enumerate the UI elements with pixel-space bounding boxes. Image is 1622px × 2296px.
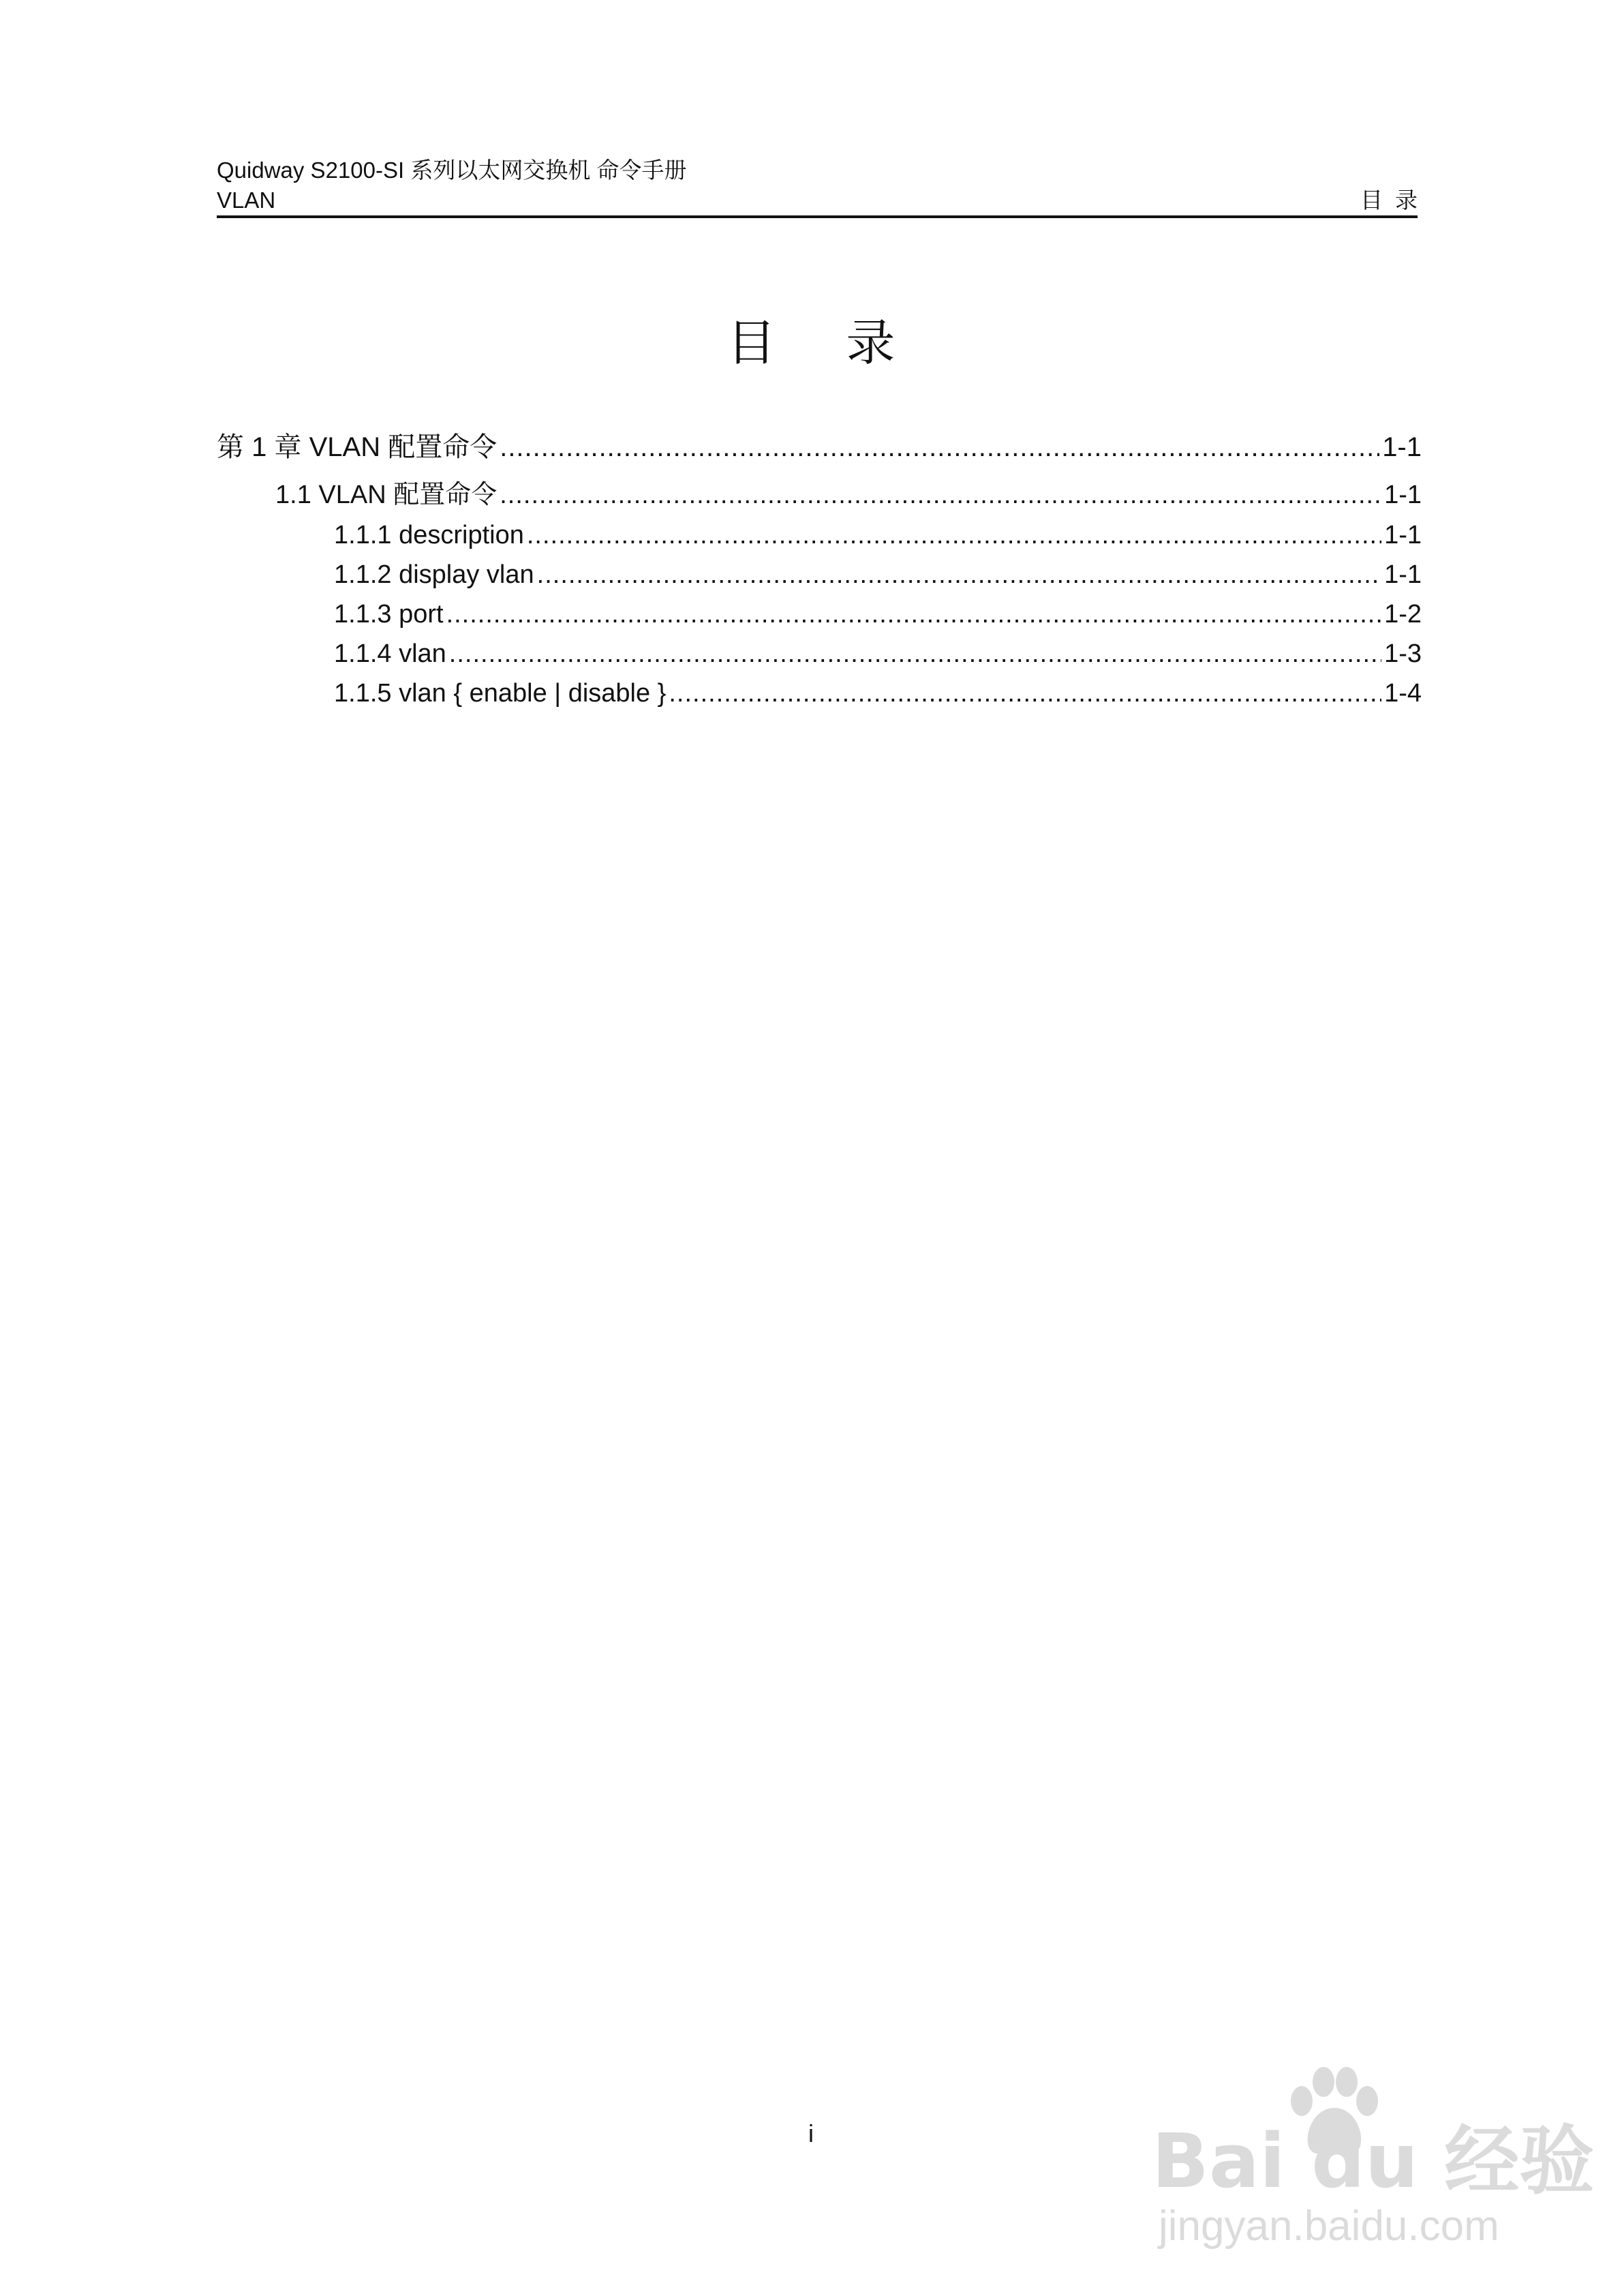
header-divider (217, 215, 1418, 218)
toc-entry-description[interactable] (217, 521, 1422, 560)
toc-dot-leader (446, 600, 1382, 629)
toc-entry-label: 1.1.1 description (334, 521, 524, 549)
header-section: 目录 (1360, 187, 1430, 213)
page-header (217, 155, 1430, 215)
header-module: VLAN (217, 187, 276, 213)
header-second-line (217, 185, 1430, 215)
watermark-brand: Bai du 经验 (1152, 2117, 1595, 2205)
baidu-jingyan-watermark (1152, 2059, 1595, 2263)
table-of-contents (217, 425, 1422, 719)
toc-entry-label: 1.1.2 display vlan (334, 560, 534, 589)
toc-entry-vlan-enable-disable[interactable] (217, 679, 1422, 719)
toc-dot-leader (537, 560, 1381, 590)
toc-dot-leader (669, 679, 1381, 708)
toc-entry-page: 1-2 (1384, 600, 1422, 629)
toc-entry-page: 1-1 (1382, 432, 1422, 462)
toc-entry-page: 1-1 (1384, 560, 1422, 589)
toc-entry-label: 1.1.3 port (334, 600, 444, 629)
toc-entry-label: 1.1 VLAN 配置命令 (275, 481, 498, 509)
toc-dot-leader (449, 639, 1381, 669)
toc-dot-leader (500, 481, 1381, 510)
toc-entry-page: 1-1 (1384, 481, 1422, 509)
toc-entry-vlan[interactable] (217, 639, 1422, 679)
toc-entry-page: 1-3 (1384, 639, 1422, 668)
toc-entry-port[interactable] (217, 600, 1422, 639)
header-product-line: Quidway S2100-SI 系列以太网交换机 命令手册 (217, 157, 687, 183)
toc-entry-section-1-1[interactable] (217, 473, 1422, 521)
page-title: 目 录 (726, 314, 923, 372)
toc-entry-label: 1.1.4 vlan (334, 639, 446, 668)
toc-entry-page: 1-1 (1384, 521, 1422, 549)
toc-entry-display-vlan[interactable] (217, 560, 1422, 600)
toc-entry-chapter-1[interactable] (217, 425, 1422, 473)
toc-dot-leader (527, 521, 1381, 550)
toc-entry-label: 1.1.5 vlan { enable | disable } (334, 679, 667, 708)
toc-entry-label: 第 1 章 VLAN 配置命令 (217, 432, 498, 462)
toc-entry-page: 1-4 (1384, 679, 1422, 708)
page-number: i (808, 2119, 814, 2147)
watermark-url: jingyan.baidu.com (1159, 2203, 1499, 2250)
toc-dot-leader (500, 432, 1379, 463)
